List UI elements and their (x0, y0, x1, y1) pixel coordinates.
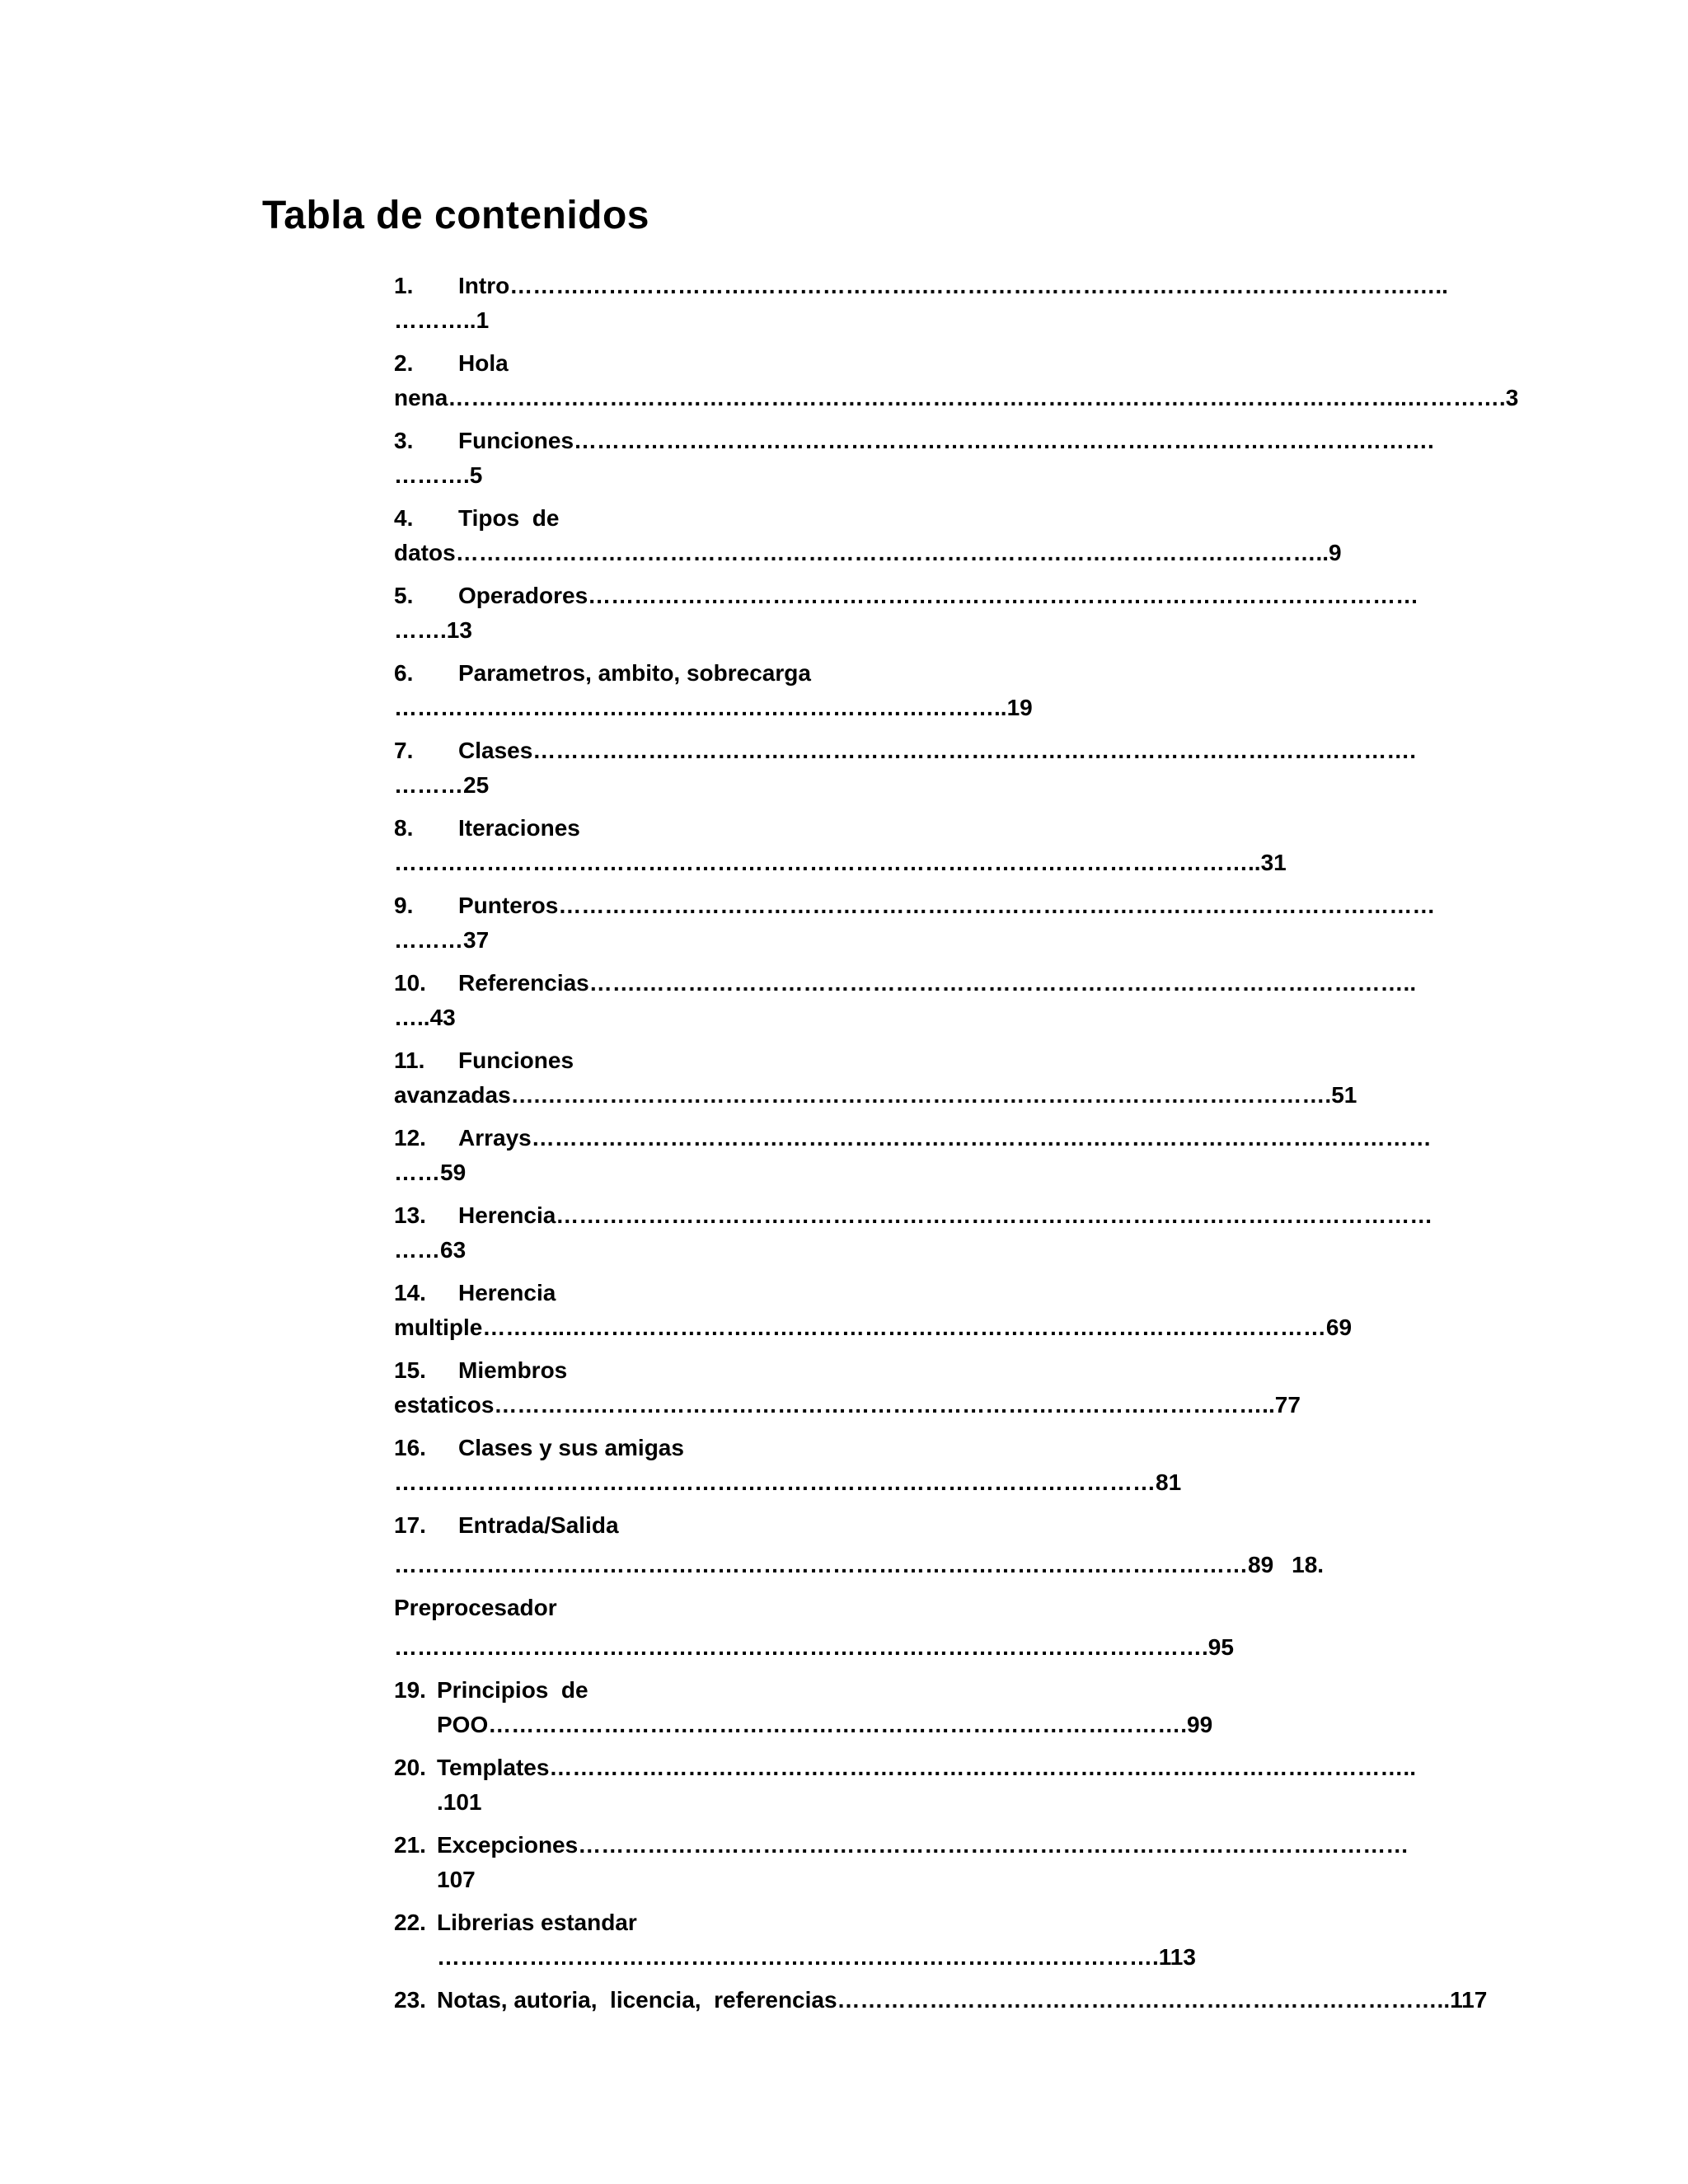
toc-entry-page: 99 (1187, 1712, 1213, 1737)
toc-entry-number: 21. (394, 1832, 426, 1858)
toc-entry[interactable] (394, 501, 1416, 570)
toc-entry-page: 31 (1260, 850, 1287, 875)
toc-leader-dots: ……………………………………………………………………………………… (394, 1469, 1156, 1495)
toc-entry-number: 1. (394, 273, 414, 298)
toc-entry[interactable] (394, 1353, 1416, 1422)
toc-entry-page: 69 (1325, 1315, 1353, 1340)
toc-entry[interactable] (394, 424, 1434, 493)
toc-entry-title: Funciones (458, 428, 574, 453)
toc-entry[interactable] (394, 888, 1436, 958)
toc-entry-number: 23. (394, 1987, 426, 2013)
toc-entry-number: 16. (394, 1435, 426, 1460)
toc-entry[interactable] (394, 579, 1419, 648)
toc-leader-dots: . (437, 1789, 443, 1815)
toc-entry[interactable] (394, 1750, 1416, 1820)
toc-leader-dots: ………………………………………………………………………………………………… (394, 1552, 1248, 1577)
toc-entry-title: Clases y sus amigas (458, 1435, 684, 1460)
toc-entry-page: 77 (1274, 1392, 1301, 1418)
toc-entry-page: 63 (440, 1237, 467, 1263)
toc-leader-dots: ……… (394, 772, 463, 798)
toc-entry-number: 6. (394, 660, 414, 686)
toc-entry-number: 11. (394, 1047, 425, 1073)
toc-leader-dots: ……….. (394, 307, 476, 333)
toc-entry[interactable] (394, 733, 1416, 803)
toc-entry-title-cont: multiple (394, 1315, 483, 1340)
toc-entry[interactable] (394, 1508, 1416, 1582)
toc-entry-title: Preprocesador (394, 1595, 557, 1620)
toc-entry-number: 2. (394, 350, 414, 376)
toc-entry-page: 25 (463, 772, 490, 798)
toc-entry-page: 95 (1207, 1634, 1234, 1660)
toc-entry[interactable] (394, 269, 1448, 338)
toc-leader-dots: …………………………………………………………………………………………………… (556, 1202, 1433, 1228)
toc-entry-title: Funciones (458, 1047, 574, 1073)
toc-leader-dots: ……………………………………………………………………………………………… (588, 583, 1419, 608)
toc-entry[interactable] (394, 656, 1416, 725)
toc-entry[interactable] (394, 1043, 1416, 1113)
page-title: Tabla de contenidos (262, 194, 649, 237)
toc-entry-title: Librerias estandar (437, 1910, 637, 1935)
toc-entry-title: Herencia (458, 1202, 556, 1228)
toc-entry-title: Intro (458, 273, 510, 298)
toc-leader-dots: ……….………………………………………………………………………………………….. (455, 540, 1329, 565)
toc-entry-page: 101 (443, 1789, 482, 1815)
toc-entry-page: 1 (476, 307, 490, 333)
toc-leader-dots: ………. (394, 462, 470, 488)
toc-entry-title: Excepciones (437, 1832, 579, 1858)
toc-entry-number: 15. (394, 1357, 426, 1383)
toc-entry-page: 5 (469, 462, 483, 488)
toc-leader-dots: …… (394, 1237, 440, 1263)
toc-entry-number: 3. (394, 428, 414, 453)
toc-entry-page: 37 (463, 927, 490, 953)
toc-entry-page: 9 (1329, 540, 1342, 565)
toc-entry-page: 59 (440, 1160, 467, 1185)
toc-leader-dots: ….. (394, 1005, 430, 1030)
toc-entry-page: 43 (429, 1005, 456, 1030)
toc-leader-dots: ……. (394, 617, 447, 643)
toc-leader-dots: ………………………………………………………………………………. (488, 1712, 1188, 1737)
toc-entry-page: 51 (1331, 1082, 1357, 1108)
toc-entry-title: Notas, autoria, licencia, referencias (437, 1987, 837, 2013)
toc-leader-dots: …………………………………………………………………….. (837, 1987, 1451, 2013)
toc-entry-title-cont: estaticos (394, 1392, 495, 1418)
toc-leader-dots: ……… (394, 927, 463, 953)
toc-leader-dots: ……………………………………………………………………………………………………. (532, 738, 1417, 763)
toc-entry-number: 10. (394, 970, 426, 996)
toc-entry[interactable] (394, 1276, 1416, 1345)
toc-entry[interactable] (394, 1431, 1416, 1500)
toc-entry[interactable] (394, 1591, 1416, 1665)
toc-entry-title: Referencias (458, 970, 589, 996)
toc-leader-dots: ………….…………………………………………………………………………….. (494, 1392, 1275, 1418)
toc-leader-dots: ….…………………………………………………………………………………………. (510, 1082, 1332, 1108)
toc-entry-title: Arrays (458, 1125, 532, 1151)
toc-entry[interactable] (394, 966, 1416, 1035)
toc-entry-number: 14. (394, 1280, 426, 1305)
toc-entry-number: 13. (394, 1202, 426, 1228)
toc-entry-page: 89 (1248, 1552, 1274, 1577)
toc-entry-page: 107 (437, 1867, 476, 1892)
toc-entry[interactable] (394, 1673, 1416, 1742)
toc-entry[interactable] (394, 1198, 1433, 1268)
toc-entry-page: 19 (1006, 695, 1033, 720)
toc-entry-page: 113 (1158, 1944, 1196, 1970)
toc-entry[interactable] (394, 1121, 1432, 1190)
toc-entry[interactable] (394, 1905, 1416, 1975)
toc-entry[interactable] (394, 1828, 1416, 1897)
toc-leader-dots: …………………………………………………………………….. (394, 695, 1007, 720)
toc-entry-number: 12. (394, 1125, 426, 1151)
toc-entry-number: 18. (1292, 1552, 1325, 1577)
toc-entry-title: Punteros (458, 893, 559, 918)
toc-entry-title: Tipos de (458, 505, 560, 531)
toc-entry-number: 9. (394, 893, 414, 918)
toc-entry-number: 4. (394, 505, 414, 531)
toc-entry-page: 3 (1505, 385, 1519, 410)
toc-entry-number: 8. (394, 815, 414, 841)
toc-entry-title: Miembros (458, 1357, 568, 1383)
toc-entry-number: 20. (394, 1755, 426, 1780)
toc-entry[interactable] (394, 1983, 1488, 2018)
toc-entry-title: Principios de (437, 1677, 588, 1703)
toc-leader-dots: …… (394, 1160, 440, 1185)
toc-entry-number: 17. (394, 1512, 426, 1538)
toc-entry-title: Templates (437, 1755, 550, 1780)
toc-leader-dots: ……………………………………………………………………………………………. (394, 1634, 1208, 1660)
toc-leader-dots: ……………………………………………………………………………………………………………..…………. (448, 385, 1506, 410)
toc-leader-dots: ………..……………………………………………………………………………………… (482, 1315, 1326, 1340)
toc-entry-title: Iteraciones (458, 815, 580, 841)
toc-entry-title-cont: avanzadas (394, 1082, 511, 1108)
toc-entry-title: Clases (458, 738, 533, 763)
toc-leader-dots: ……………………………………………………………………………………………………… (531, 1125, 1432, 1151)
toc-leader-dots: ……………………………………………………………………………………………… (578, 1832, 1409, 1858)
table-of-contents (394, 269, 1519, 2026)
toc-entry-title: Operadores (458, 583, 588, 608)
toc-leader-dots: …….……………………………………………………………………………………….. (588, 970, 1417, 996)
toc-entry-page: 117 (1450, 1987, 1488, 2013)
toc-leader-dots: …………………………………………………………………………………………………. (574, 428, 1434, 453)
toc-entry-number: 22. (394, 1910, 426, 1935)
toc-entry-page: 81 (1156, 1469, 1182, 1495)
toc-leader-dots: …………………………………………………………………………………. (437, 1944, 1159, 1970)
toc-entry[interactable] (394, 346, 1519, 415)
toc-entry-title: Herencia (458, 1280, 556, 1305)
toc-entry-page: 13 (446, 617, 472, 643)
toc-entry-title: Hola (458, 350, 509, 376)
toc-entry[interactable] (394, 811, 1416, 880)
toc-entry-title-cont: datos (394, 540, 456, 565)
toc-leader-dots: …………………………………………………………………………………………………… (558, 893, 1436, 918)
toc-entry-title: Entrada/Salida (458, 1512, 619, 1538)
toc-entry-title: Parametros, ambito, sobrecarga (458, 660, 811, 686)
toc-entry-title-cont: POO (437, 1712, 489, 1737)
toc-entry-number: 5. (394, 583, 414, 608)
toc-entry-number: 7. (394, 738, 414, 763)
toc-entry-number: 19. (394, 1677, 426, 1703)
toc-leader-dots: ………………………………………………………………………………………………….. (549, 1755, 1416, 1780)
toc-leader-dots: ………………………………………………………………………………………………….. (394, 850, 1261, 875)
toc-entry-title-cont: nena (394, 385, 448, 410)
toc-leader-dots: ……….………………….………………….……………………………………………………….….. (509, 273, 1448, 298)
